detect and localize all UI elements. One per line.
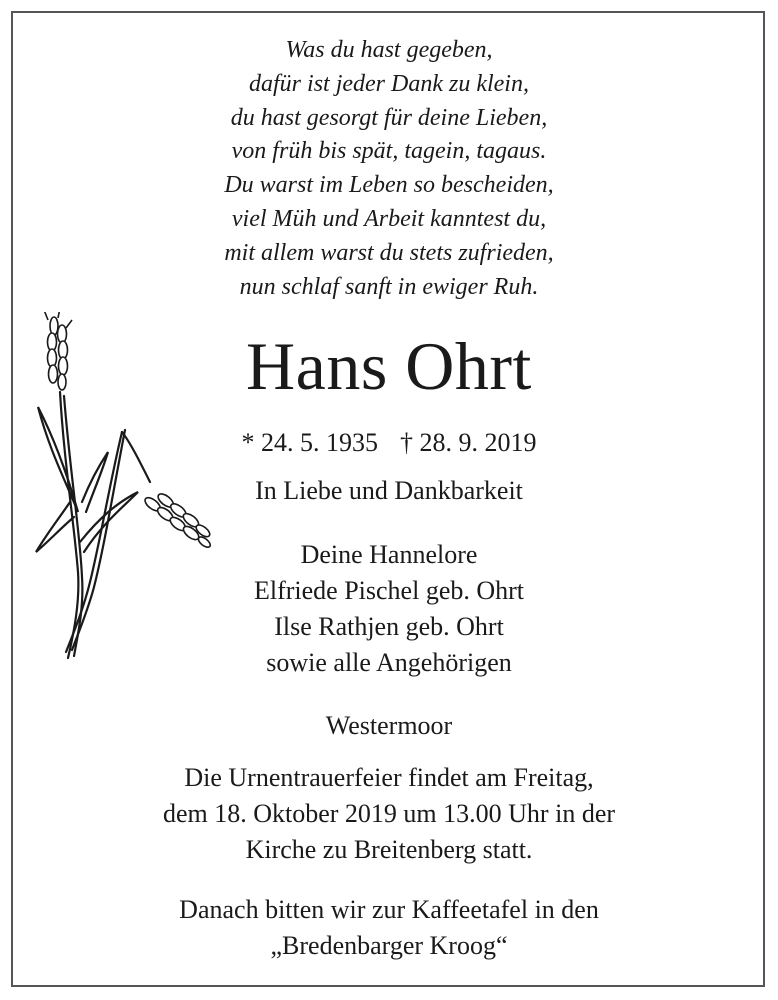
poem-line: nun schlaf sanft in ewiger Ruh. (239, 273, 539, 300)
dedication-text: In Liebe und Dankbarkeit (255, 476, 523, 505)
poem-line: dafür ist jeder Dank zu klein, (249, 70, 529, 97)
deceased-name: Hans Ohrt (246, 328, 532, 404)
poem-line: du hast gesorgt für deine Lieben, (230, 104, 548, 131)
mourners-list (0, 537, 778, 681)
dedication (0, 473, 778, 509)
ceremony-line: Kirche zu Breitenberg statt. (245, 835, 533, 864)
poem-line: Was du hast gegeben, (285, 37, 493, 63)
poem-line: mit allem warst du stets zufrieden, (224, 239, 554, 266)
reception-line: „Bredenbarger Kroog“ (270, 931, 508, 960)
place (0, 708, 778, 744)
reception-info (0, 892, 778, 964)
ceremony-line: dem 18. Oktober 2019 um 13.00 Uhr in der (162, 799, 616, 828)
death-date: † 28. 9. 2019 (400, 428, 537, 457)
ceremony-info (0, 760, 778, 868)
life-dates (0, 425, 778, 461)
poem-line: viel Müh und Arbeit kanntest du, (231, 205, 547, 232)
place-text: Westermoor (325, 711, 453, 740)
reception-line: Danach bitten wir zur Kaffeetafel in den (179, 895, 599, 924)
mourner: Elfriede Pischel geb. Ohrt (253, 576, 525, 605)
poem (0, 34, 778, 304)
poem-line: Du warst im Leben so bescheiden, (224, 172, 554, 199)
mourner: Ilse Rathjen geb. Ohrt (274, 612, 504, 641)
mourner: Deine Hannelore (300, 540, 478, 569)
ceremony-line: Die Urnentrauerfeier findet am Freitag, (184, 763, 594, 792)
poem-line: von früh bis spät, tagein, tagaus. (231, 138, 547, 165)
birth-date: * 24. 5. 1935 (241, 428, 378, 457)
mourner: sowie alle Angehörigen (266, 648, 512, 677)
